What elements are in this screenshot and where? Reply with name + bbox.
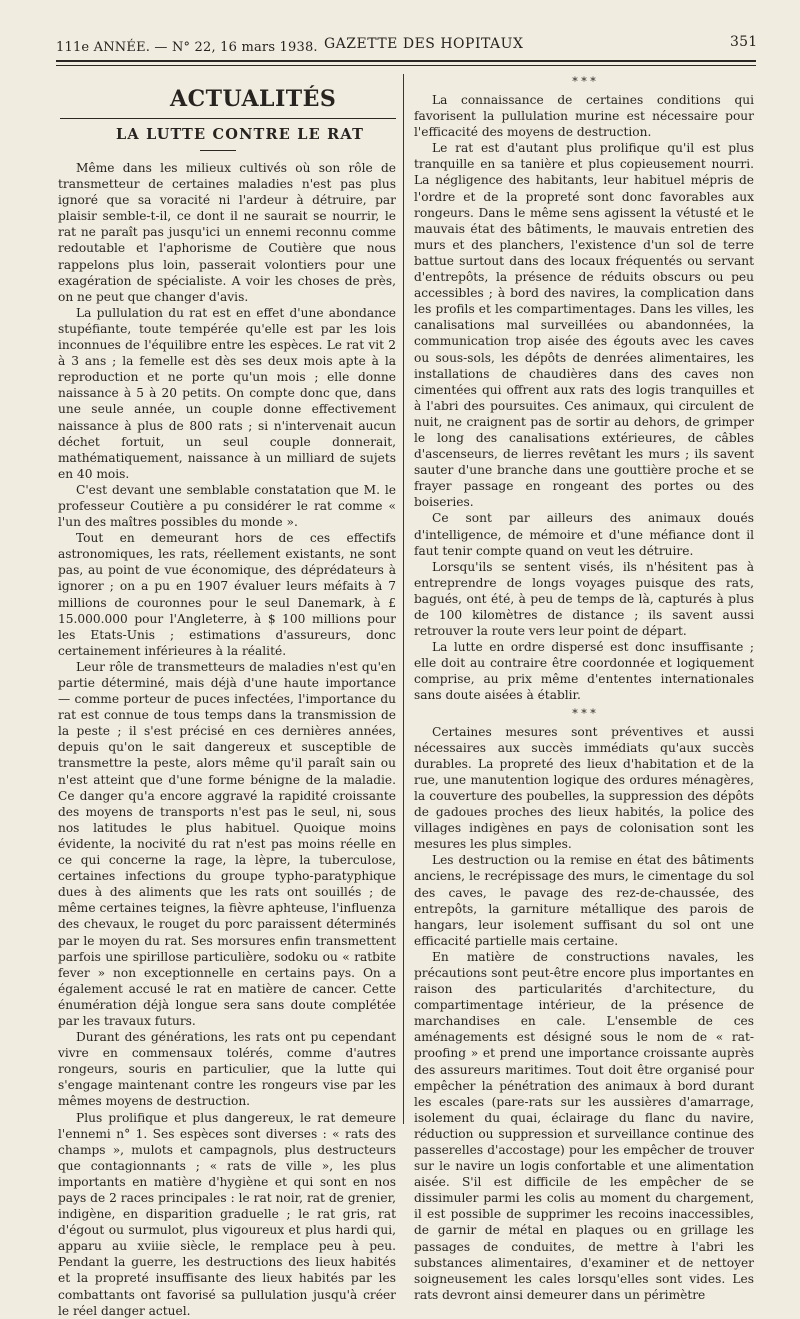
paragraph: Même dans les milieux cultivés où son rôle de transmetteur de certaines maladies n'est pas plus ignoré que sa voracité ni l'ardeur à détruire, par plaisir semble-t-il, ce dont il ne saurait se nourrir, le rat ne paraît pas jusqu'ici un ennemi reconnu comme redoutable et l'aphorisme de Coutière que nous rappelons plus loin, passerait volontiers pour une exagération de spécialiste. A voir les choses de près, on ne peut que changer d'avis.: [58, 161, 396, 304]
article-title: LA LUTTE CONTRE LE RAT: [116, 126, 365, 143]
paragraph: Les destruction ou la remise en état des bâtiments anciens, le recrépissage des murs, le cimentage du sol des caves, le pavage des rez-de-chaussée, des entrepôts, la garniture métallique des parois de hangars, leur isolement suffisant du sol ont une efficacité partielle mais certaine.: [414, 853, 754, 948]
section-title: ACTUALITÉS: [170, 86, 337, 112]
paragraph: Leur rôle de transmetteurs de maladies n'est qu'en partie déterminé, mais déjà d'une haute importance — comme porteur de puces infectées, l'importance du rat est connue de tous temps dans la transmission de la peste ; il s'est précisé en ces dernières années, depuis qu'on le sait dangereux et susceptible de transmettre la peste, alors même qu'il paraît sain ou n'est atteint que d'une forme bénigne de la maladie. Ce danger qu'a encore aggravé la rapidité croissante des moyens de transports n'est pas le seul, ni, sous nos latitudes le plus habituel. Quoique moins évidente, la nocivité du rat n'est pas moins réelle en ce qui concerne la rage, la lèpre, la tuberculose, certaines infections du groupe typho-paratyphique dues à des aliments que les rats ont souillés ; de même certaines teignes, la fièvre aphteuse, l'influenza des chevaux, le rouget du porc paraissent déterminés par le moyen du rat. Ses morsures enfin transmettent parfois une spirillose particulière, sodoku ou « ratbite fever » non exceptionnelle en certains pays. On a également accusé le rat en matière de cancer. Cette énumération déjà longue sera sans doute complétée par les travaux futurs.: [58, 659, 396, 1028]
paragraph: Ce sont par ailleurs des animaux doués d'intelligence, de mémoire et d'une méfiance dont il faut tenir compte quand on veut les détruire.: [414, 511, 754, 558]
paragraph: La pullulation du rat est en effet d'une abondance stupéfiante, toute tempérée qu'elle est par les lois inconnues de l'équilibre entre les espèces. Le rat vit 2 à 3 ans ; la femelle est dès ses deux mois apte à la reproduction et ne porte qu'un mois ; elle donne naissance à 5 à 20 petits. On compte donc que, dans une seule année, un couple donne effectivement naissance à plus de 800 rats ; si n'intervenait aucun déchet fortuit, un seul couple donnerait, mathématiquement, naissance à un milliard de sujets en 40 mois.: [58, 305, 396, 481]
paragraph: La connaissance de certaines conditions qui favorisent la pullulation murine est nécessaire pour l'efficacité des moyens de destruction.: [414, 93, 754, 140]
column-divider: [403, 74, 404, 1124]
paragraph: En matière de constructions navales, les précautions sont peut-être encore plus importantes en raison des particularités d'architecture, du compartimentage intérieur, de la présence de marchandises en cale. L'ensemble de ces aménagements est désigné sous le nom de « rat-proofing » et prend une importance croissante auprès des assureurs maritimes. Tout doit être organisé pour empêcher la pénétration des animaux à bord durant les escales (pare-rats sur les aussières d'amarrage, isolement du quai, éclairage du flanc du navire, réduction ou suppression et surveillance continue des passerelles d'accostage) pour les empêcher de trouver sur le navire un logis confortable et une alimentation aisée. S'il est difficile de les empêcher de se dissimuler parmi les colis au moment du chargement, il est possible de supprimer les recoins inaccessibles, de garnir de métal en plaques ou en grillage les passages de conduites, de mettre à l'abri les substances alimentaires, d'examiner et de nettoyer soigneusement les cales lorsqu'elles sont vides. Les rats devront ainsi demeurer dans un périmètre: [414, 949, 754, 1302]
left-column: [58, 160, 396, 1319]
paragraph: Durant des générations, les rats ont pu cependant vivre en commensaux tolérés, comme d'autres rongeurs, souris en particulier, que la lutte qui s'engage maintenant contre les rongeurs vise par les mêmes moyens de destruction.: [58, 1030, 396, 1109]
header-rule-thin: [56, 65, 756, 66]
paragraph: Tout en demeurant hors de ces effectifs astronomiques, les rats, réellement existants, ne sont pas, au point de vue économique, des déprédateurs à ignorer ; on a pu en 1907 évaluer leurs méfaits à 7 millions de couronnes pour le seul Danemark, à £ 15.000.000 pour l'Angleterre, à $ 100 millions pour les Etats-Unis ; estimations d'assureurs, donc certainement inférieures à la réalité.: [58, 531, 396, 658]
paragraph: La lutte en ordre dispersé est donc insuffisante ; elle doit au contraire être coordonnée et logiquement comprise, au prix même d'ententes internationales sans doute aisées à établir.: [414, 640, 754, 703]
section-separator: * * *: [572, 75, 596, 88]
paragraph: C'est devant une semblable constatation que M. le professeur Coutière a pu considérer le rat comme « l'un des maîtres possibles du monde ».: [58, 482, 396, 530]
paragraph: Le rat est d'autant plus prolifique qu'il est plus tranquille en sa tanière et plus copieusement nourri. La négligence des habitants, leur habituel mépris de l'ordre et de la propreté sont donc favorables aux rongeurs. Dans le même sens agissent la vétusté et le mauvais état des bâtiments, le mauvais entretien des murs et des planchers, l'existence d'un sol de terre battue surtout dans des locaux fréquentés ou servant d'entrepôts, la présence de réduits obscurs ou peu accessibles ; à bord des navires, la complication dans les profils et les compartimentages. Dans les villes, les canalisations mal surveillées ou abandonnées, la communication trop aisée des égouts avec les caves ou sous-sols, les dépôts de denrées alimentaires, les installations de chaudières dans des caves non cimentées qui offrent aux rats des logis tranquilles et à l'abri des poursuites. Ces animaux, qui circulent de nuit, ne craignent pas de sortir au dehors, de grimper le long des canalisations extérieures, de câbles d'ascenseurs, de lierres revêtant les murs ; ils savent sauter d'une branche dans une gouttière proche et se frayer passage en rongeant des portes ou des boiseries.: [414, 141, 754, 510]
section-separator: * * *: [572, 706, 596, 720]
right-column-part-b: [414, 724, 754, 1303]
right-column-part-a: [414, 92, 754, 704]
right-column: [414, 72, 754, 1303]
title-rule: [60, 118, 396, 119]
issue-info: 111e ANNÉE. — N° 22, 16 mars 1938.: [56, 40, 318, 55]
paragraph: Lorsqu'ils se sentent visés, ils n'hésitent pas à entreprendre de longs voyages puisque des rats, bagués, ont été, à peu de temps de là, capturés à plus de 100 kilomètres de distance ; ils savent aussi retrouver la route vers leur point de départ.: [414, 559, 754, 639]
page-number: 351: [730, 34, 758, 50]
paragraph: Plus prolifique et plus dangereux, le rat demeure l'ennemi n° 1. Ses espèces sont diverses : « rats des champs », mulots et campagnols, plus destructeurs que contagionnants ; « rats de ville », les plus importants en matière d'hygiène et qui sont en nos pays de 2 races principales : le rat noir, rat de grenier, indigène, en disparition graduelle ; le rat gris, rat d'égout ou surmulot, plus vigoureux et plus hardi qui, apparu au xviiie siècle, le remplace peu à peu. Pendant la guerre, les destructions des lieux habités et la propreté insuffisante des lieux habités par les combattants ont favorisé sa pullulation jusqu'à créer le réel danger actuel.: [58, 1110, 396, 1318]
journal-name: GAZETTE DES HOPITAUX: [324, 36, 524, 52]
header-rule: [56, 60, 756, 62]
paragraph: Certaines mesures sont préventives et aussi nécessaires aux succès immédiats qu'aux succès durables. La propreté des lieux d'habitation et de la rue, une manutention logique des ordures ménagères, la couverture des poubelles, la suppression des dépôts de gadoues proches des lieux habités, la police des villages indigènes en pays de colonisation sont les mesures les plus simples.: [414, 724, 754, 852]
title-dash: [200, 150, 236, 151]
